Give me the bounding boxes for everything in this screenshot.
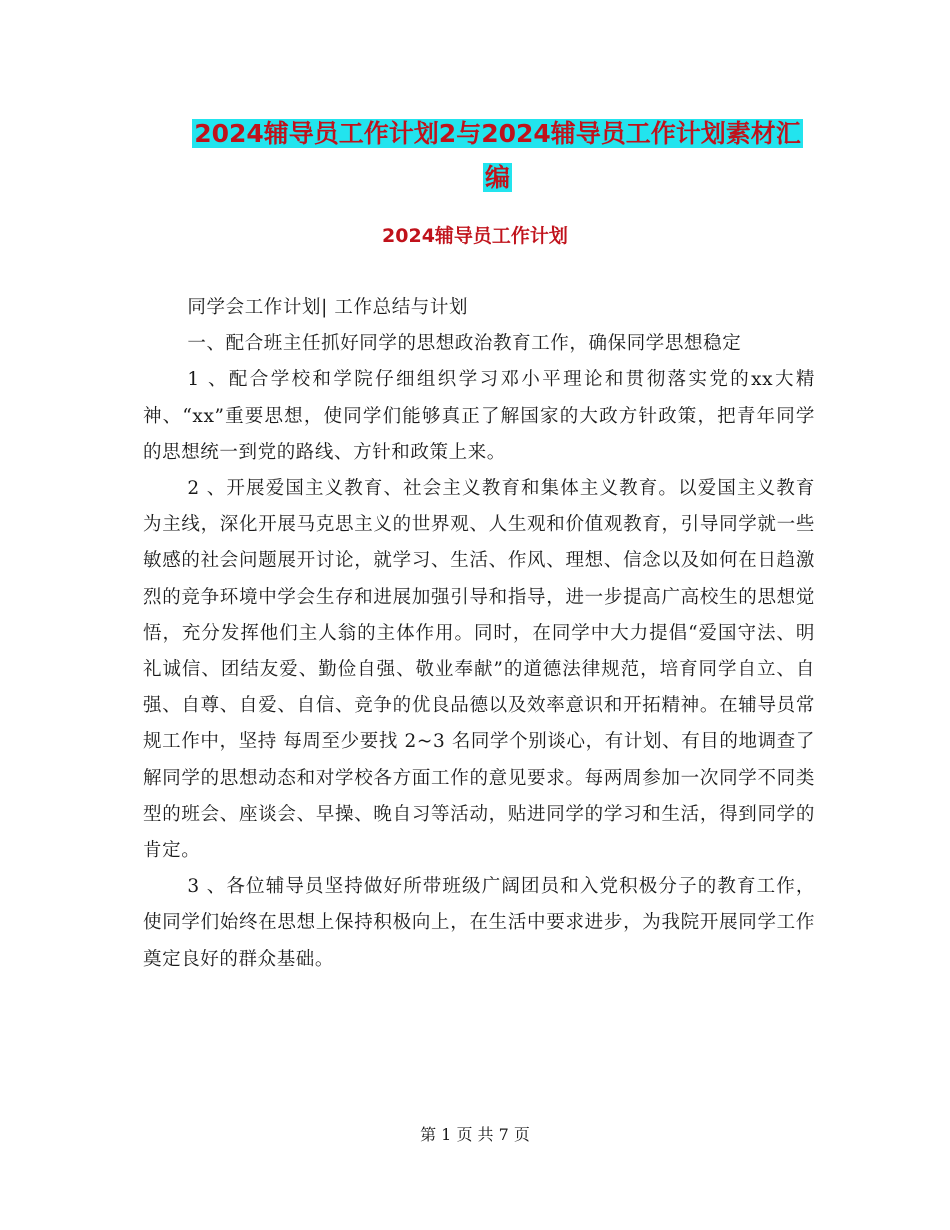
document-title-line1: 2024辅导员工作计划2与2024辅导员工作计划素材汇 bbox=[194, 119, 801, 148]
page-footer: 第 1 页 共 7 页 bbox=[420, 1125, 530, 1144]
document-title-line2: 编 bbox=[484, 163, 510, 192]
document-body bbox=[143, 290, 815, 978]
paragraph-item-2: 2 、开展爱国主义教育、社会主义教育和集体主义教育。以爱国主义教育为主线，深化开展马克思主义的世界观、人生观和价值观教育，引导同学就一些敏感的社会问题展开讨论，就学习、生活、作风、理想、信念以及如何在日趋激烈的竞争环境中学会生存和进展加强引导和指导，进一步提高广高校生的思想觉悟，充分发挥他们主人翁的主体作用。同时，在同学中大力提倡“爱国守法、明礼诚信、团结友爱、勤俭自强、敬业奉献”的道德法律规范，培育同学自立、自强、自尊、自爱、自信、竞争的优良品德以及效率意识和开拓精神。在辅导员常规工作中，坚持 每周至少要找 2~3 名同学个别谈心，有计划、有目的地调查了解同学的思想动态和对学校各方面工作的意见要求。每两周参加一次同学不同类型的班会、座谈会、早操、晚自习等活动，贴进同学的学习和生活，得到同学的肯定。 bbox=[143, 478, 815, 862]
paragraph-item-1: 1 、配合学校和学院仔细组织学习邓小平理论和贯彻落实党的xx大精神、“xx”重要思想，使同学们能够真正了解国家的大政方针政策，把青年同学的思想统一到党的路线、方针和政策上来。 bbox=[143, 369, 815, 463]
paragraph-subtitle: 同学会工作计划| 工作总结与计划 bbox=[187, 297, 469, 318]
paragraph-item-3: 3 、各位辅导员坚持做好所带班级广阔团员和入党积极分子的教育工作，使同学们始终在思想上保持积极向上，在生活中要求进步，为我院开展同学工作奠定良好的群众基础。 bbox=[143, 876, 815, 970]
paragraph-heading-1: 一、配合班主任抓好同学的思想政治教育工作，确保同学思想稳定 bbox=[187, 333, 742, 355]
document-title bbox=[140, 112, 855, 200]
section-title: 2024辅导员工作计划 bbox=[382, 225, 568, 247]
